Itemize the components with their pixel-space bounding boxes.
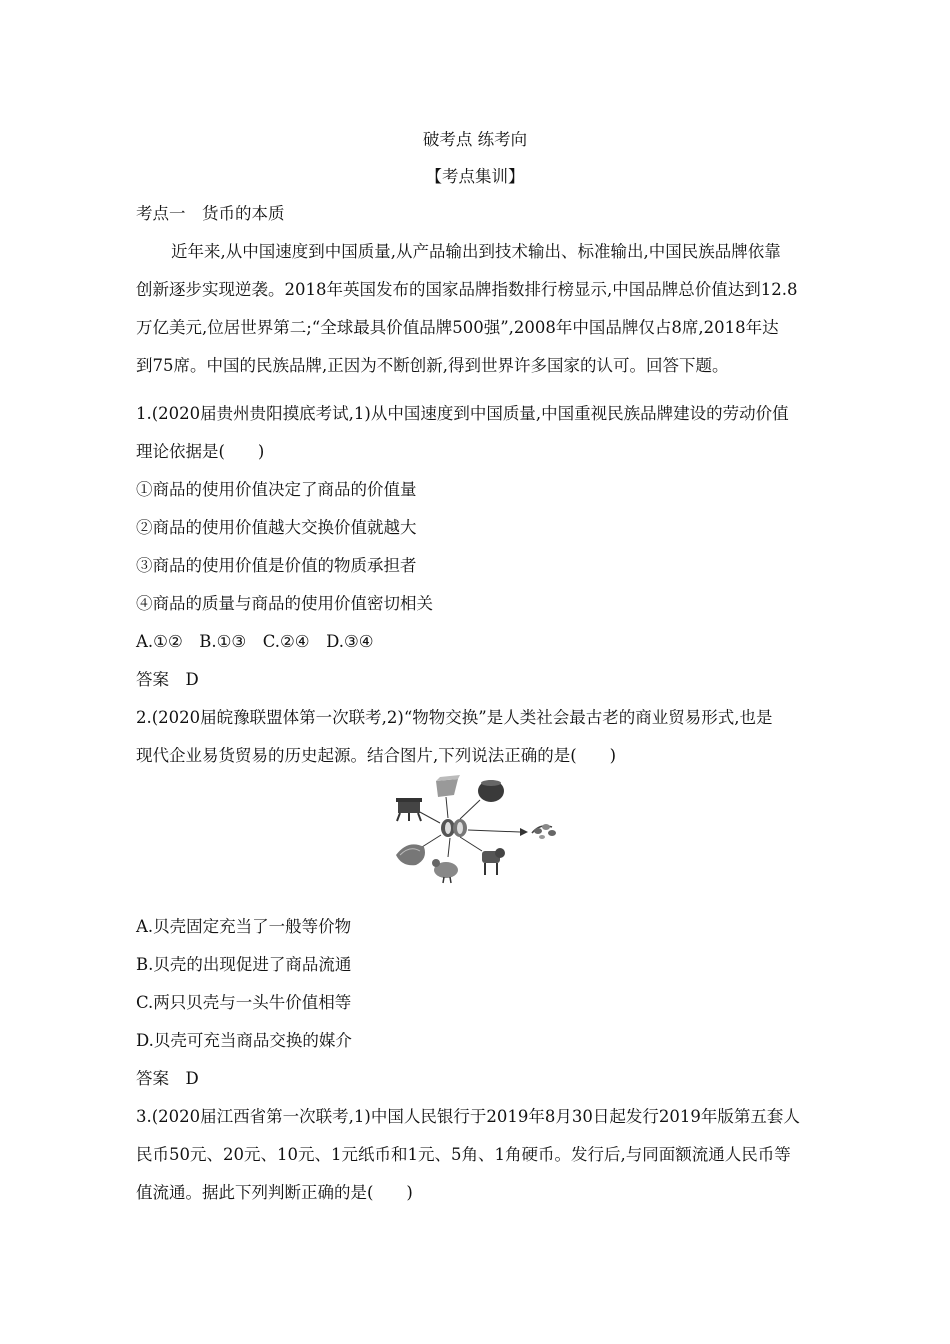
cow-icon xyxy=(482,848,505,875)
plant-icon xyxy=(532,824,556,839)
shell-icon xyxy=(441,819,467,837)
question-stem: 3.(2020届江西省第一次联考,1)中国人民银行于2019年8月30日起发行2019年版第五套人 xyxy=(136,1107,800,1126)
cloth-icon xyxy=(436,775,460,797)
answer-option: B.贝壳的出现促进了商品流通 xyxy=(136,955,352,974)
question-stem: 民币50元、20元、10元、1元纸币和1元、5角、1角硬币。发行后,与同面额流通人民币等 xyxy=(136,1145,791,1164)
question-stem: 2.(2020届皖豫联盟体第一次联考,2)“物物交换”是人类社会最古老的商业贸易形式,也是 xyxy=(136,708,773,727)
statement-item: ③商品的使用价值是价值的物质承担者 xyxy=(136,556,417,575)
answer-line: 答案 D xyxy=(136,1069,199,1088)
answer-option: D.贝壳可充当商品交换的媒介 xyxy=(136,1031,352,1050)
question-stem: 1.(2020届贵州贵阳摸底考试,1)从中国速度到中国质量,中国重视民族品牌建设的劳动价值 xyxy=(136,404,789,423)
passage-line: 创新逐步实现逆袭。2018年英国发布的国家品牌指数排行榜显示,中国品牌总价值达到12.8 xyxy=(136,280,798,299)
question-stem: 现代企业易货贸易的历史起源。结合图片,下列说法正确的是( ) xyxy=(136,746,617,765)
passage-line: 近年来,从中国速度到中国质量,从产品输出到技术输出、标准输出,中国民族品牌依靠 xyxy=(171,242,781,261)
section-heading: 【考点集训】 xyxy=(425,167,525,186)
passage-line: 万亿美元,位居世界第二;“全球最具价值品牌500强”,2008年中国品牌仅占8席,2018年达 xyxy=(136,318,779,337)
passage-line: 到75席。中国的民族品牌,正因为不断创新,得到世界许多国家的认可。回答下题。 xyxy=(136,356,729,375)
statement-item: ①商品的使用价值决定了商品的价值量 xyxy=(136,480,417,499)
answer-options: A.①② B.①③ C.②④ D.③④ xyxy=(136,632,374,651)
question-stem: 值流通。据此下列判断正确的是( ) xyxy=(136,1183,413,1202)
topic-heading: 考点一 货币的本质 xyxy=(136,204,285,223)
barter-illustration xyxy=(388,775,560,885)
chicken-icon xyxy=(432,859,458,883)
statement-item: ②商品的使用价值越大交换价值就越大 xyxy=(136,518,417,537)
answer-option: A.贝壳固定充当了一般等价物 xyxy=(136,917,352,936)
bronze-vessel-icon xyxy=(396,798,422,821)
answer-option: C.两只贝壳与一头牛价值相等 xyxy=(136,993,352,1012)
question-stem: 理论依据是( ) xyxy=(136,442,265,461)
answer-line: 答案 D xyxy=(136,670,199,689)
statement-item: ④商品的质量与商品的使用价值密切相关 xyxy=(136,594,433,613)
grain-icon xyxy=(396,844,425,865)
pottery-icon xyxy=(478,780,504,802)
page-title: 破考点 练考向 xyxy=(422,130,528,149)
